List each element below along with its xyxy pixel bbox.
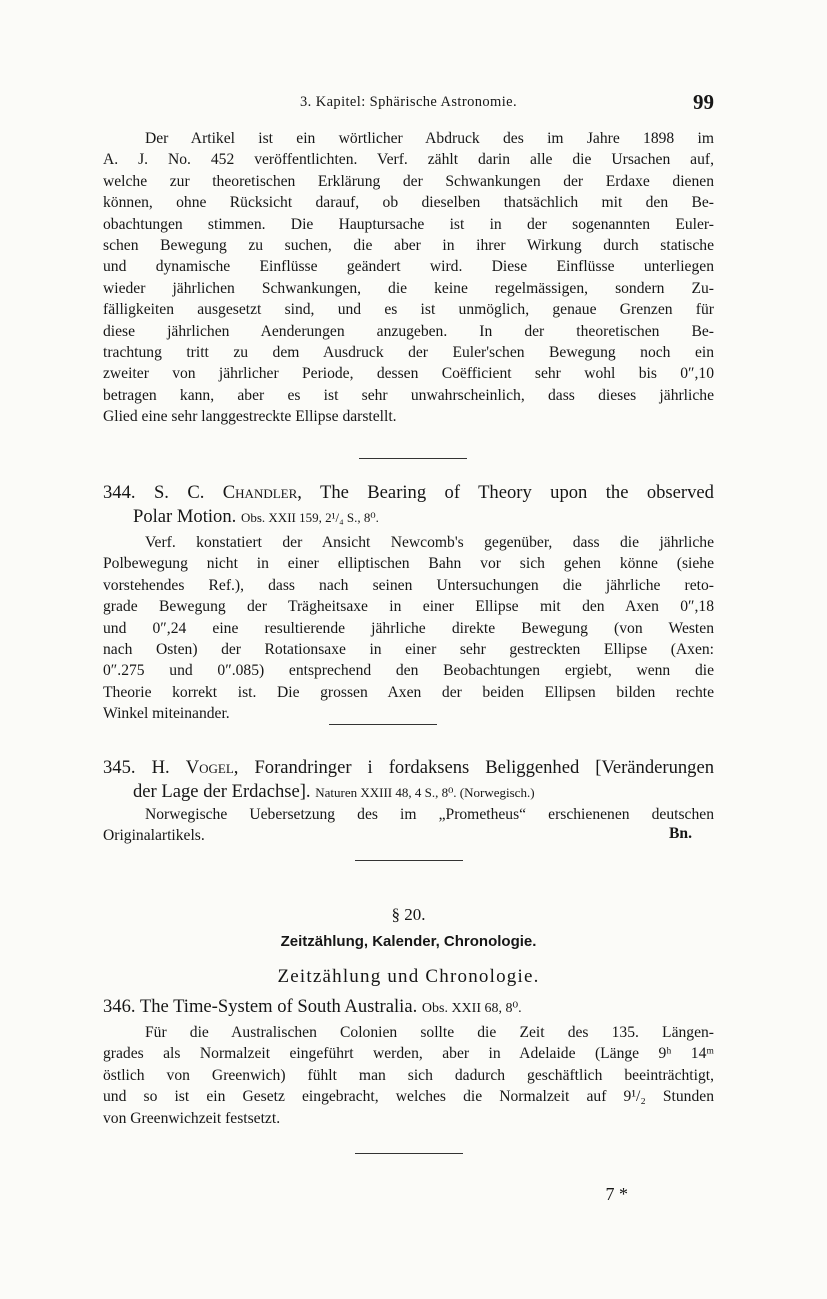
text-line: Norwegische Uebersetzung des im „Prometheus“ erschienenen deutschen [145, 806, 714, 823]
entry-title: , The Bearing of Theory upon the observed [297, 482, 714, 503]
text-line: 0″.275 und 0″.085) entsprechend den Beobachtungen ergiebt, wenn die [103, 662, 714, 680]
text-line: betragen kann, aber es ist sehr unwahrscheinlich, dass dieses jährliche [103, 386, 714, 404]
entry-344-heading [103, 481, 714, 529]
author-surname: Chandler [222, 482, 298, 503]
text-line: trachtung tritt zu dem Ausdruck der Euler'schen Bewegung noch ein [103, 343, 714, 361]
text-line: diese jährlichen Aenderungen anzugeben. In der theoretischen Be- [103, 322, 714, 340]
author-surname: Vogel [185, 757, 234, 778]
entry-345-body [103, 804, 714, 847]
subsection-title: Zeitzählung und Chronologie. [277, 966, 540, 987]
entry-346-body [103, 1022, 714, 1129]
text-line: und so ist ein Gesetz eingebracht, welches die Normalzeit auf 9¹/₂ Stunden [103, 1088, 714, 1106]
entry-number: 346. [103, 996, 136, 1017]
separator-rule [355, 1153, 463, 1154]
text-line: Winkel miteinander. [103, 705, 230, 723]
author-initials: H. [151, 757, 170, 778]
entry-title-cont: Polar Motion. [133, 506, 237, 527]
text-line: zweiter von jährlicher Periode, dessen Coëfficient sehr wohl bis 0″,10 [103, 365, 714, 383]
signature-mark: 7 * [605, 1184, 628, 1204]
text-line: Polbewegung nicht in einer elliptischen Bahn vor sich gehen könne (siehe [103, 555, 714, 573]
running-title: 3. Kapitel: Sphärische Astronomie. [300, 94, 517, 110]
continuation-paragraph [103, 128, 714, 427]
entry-source: Obs. XXII 159, 2¹/₄ S., 8⁰. [240, 510, 379, 525]
text-line: östlich von Greenwich) fühlt man sich dadurch geschäftlich beeinträchtigt, [103, 1066, 714, 1084]
section-title: Zeitzählung, Kalender, Chronologie. [280, 933, 537, 950]
text-line: nach Osten) der Rotationsaxe in einer sehr gestreckten Ellipse (Axen: [103, 640, 714, 658]
text-line: welche zur theoretischen Erklärung der Schwankungen der Erdaxe dienen [103, 172, 714, 190]
text-line: fälligkeiten ausgesetzt sind, und es ist unmöglich, genaue Grenzen für [103, 301, 714, 319]
text-line: können, ohne Rücksicht darauf, ob dieselben thatsächlich mit den Be- [103, 194, 714, 212]
entry-346-heading [103, 995, 714, 1019]
text-line: Glied eine sehr langgestreckte Ellipse darstellt. [103, 408, 397, 426]
entry-number: 344. [103, 482, 136, 503]
page-number: 99 [693, 90, 714, 114]
author-initials: S. C. [153, 482, 205, 503]
running-head [103, 92, 714, 118]
text-line: und 0″,24 eine resultierende jährliche direkte Bewegung (von Westen [103, 619, 714, 637]
entry-title: , Forandringer i fordaksens Beliggenhed [Veränderungen [233, 757, 714, 778]
text-line: Theorie korrekt ist. Die grossen Axen der beiden Ellipsen bilden rechte [103, 683, 714, 701]
reviewer-signature: Bn. [669, 825, 692, 842]
text-line: Originalartikels. [103, 827, 205, 845]
text-line: Der Artikel ist ein wörtlicher Abdruck des im Jahre 1898 im [145, 130, 714, 147]
entry-344-body [103, 532, 714, 725]
separator-rule [329, 724, 437, 725]
text-line: A. J. No. 452 veröffentlichten. Verf. zählt darin alle die Ursachen auf, [103, 151, 714, 169]
text-line: grades als Normalzeit eingeführt werden, aber in Adelaide (Länge 9ʰ 14ᵐ [103, 1045, 714, 1063]
entry-source: Naturen XXIII 48, 4 S., 8⁰. (Norwegisch.) [315, 785, 535, 800]
section-number: § 20. [391, 905, 426, 924]
entry-345-heading [103, 756, 714, 804]
text-line: vorstehendes Ref.), dass nach seinen Untersuchungen die jährliche reto- [103, 576, 714, 594]
text-line: von Greenwichzeit festsetzt. [103, 1109, 281, 1127]
entry-source: Obs. XXII 68, 8⁰. [421, 1001, 522, 1016]
text-line: Verf. konstatiert der Ansicht Newcomb's gegenüber, dass die jährliche [145, 534, 714, 551]
page [103, 0, 714, 1299]
entry-number: 345. [103, 757, 136, 778]
text-line: und dynamische Einflüsse geändert wird. Diese Einflüsse unterliegen [103, 258, 714, 276]
entry-title-cont: der Lage der Erdachse]. [133, 781, 311, 802]
entry-title: The Time-System of South Australia. [139, 996, 418, 1017]
text-line: wieder jährlichen Schwankungen, die keine regelmässigen, sondern Zu- [103, 279, 714, 297]
text-line: grade Bewegung der Trägheitsaxe in einer Ellipse mit den Axen 0″,18 [103, 598, 714, 616]
separator-rule [359, 458, 467, 459]
text-line: Für die Australischen Colonien sollte die Zeit des 135. Längen- [145, 1024, 714, 1041]
text-line: obachtungen stimmen. Die Hauptursache ist in der sogenannten Euler- [103, 215, 714, 233]
text-line: schen Bewegung zu suchen, die aber in ihrer Wirkung durch statische [103, 236, 714, 254]
separator-rule [355, 860, 463, 861]
